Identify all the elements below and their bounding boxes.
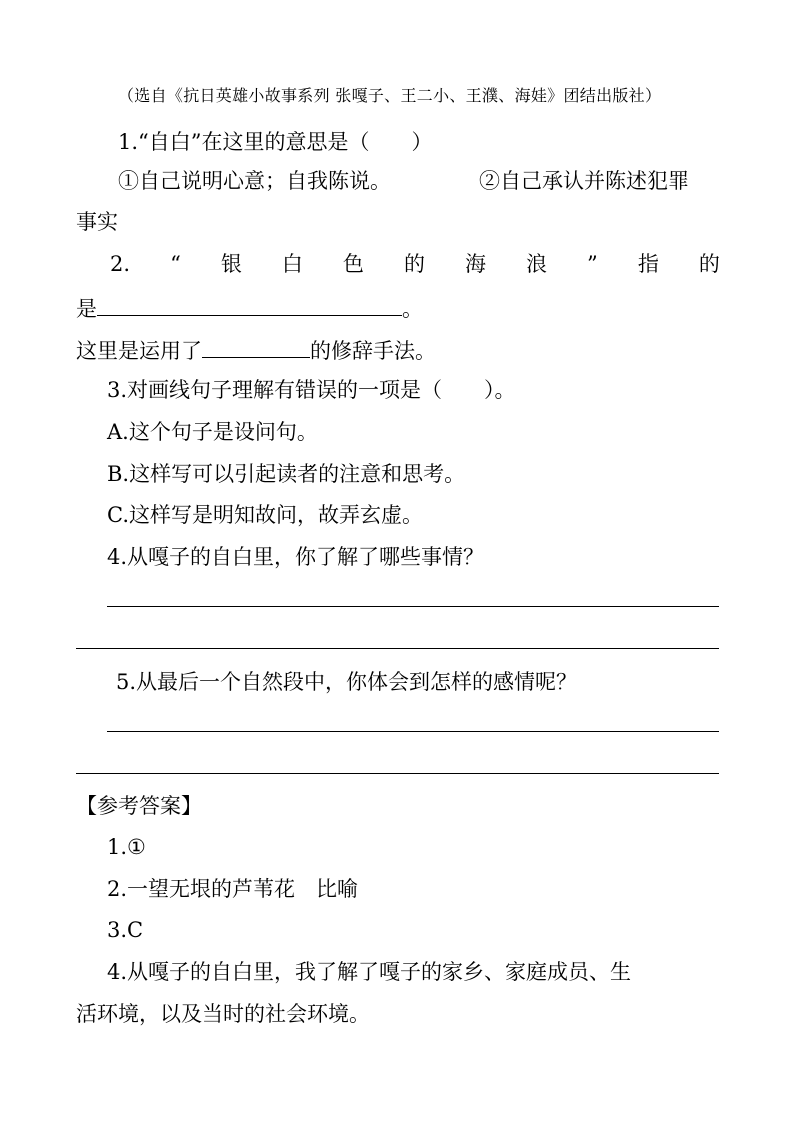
q2-char: ” [587, 252, 598, 276]
q2-char: 色 [342, 252, 364, 276]
answer-2: 2.一望无垠的芦苇花 比喻 [107, 877, 359, 901]
q2-char: 白 [281, 252, 303, 276]
question-3-option-c: C.这样写是明知故问，故弄玄虚。 [107, 503, 423, 527]
answer-4-line-1: 4.从嘎子的自白里，我了解了嘎子的家乡、家庭成员、生 [107, 960, 632, 984]
answer-blank[interactable] [97, 295, 402, 316]
question-3-option-b: B.这样写可以引起读者的注意和思考。 [107, 462, 466, 486]
q2-char: 海 [464, 252, 486, 276]
source-citation: （选自《抗日英雄小故事系列 张嘎子、王二小、王濮、海娃》团结出版社） [118, 86, 662, 105]
answer-line[interactable] [107, 731, 719, 732]
q2-char: 2. [110, 252, 131, 276]
answers-heading: 【参考答案】 [76, 794, 202, 818]
answer-blank[interactable] [202, 337, 310, 358]
answer-4-line-2: 活环境，以及当时的社会环境。 [76, 1002, 370, 1026]
question-2-line-3: 这里是运用了 的修辞手法。 [76, 339, 436, 363]
question-1-option-2: ②自己承认并陈述犯罪 [479, 169, 689, 193]
q2-char: “ [170, 252, 181, 276]
answer-3: 3.C [107, 918, 144, 942]
question-3: 3.对画线句子理解有错误的一项是（ ）。 [107, 378, 516, 402]
question-1-option-2-continued: 事实 [76, 210, 118, 234]
q2-char: 指 [637, 252, 659, 276]
question-3-option-a: A.这个句子是设问句。 [107, 420, 318, 444]
answer-line[interactable] [76, 773, 719, 774]
answer-line[interactable] [107, 606, 719, 607]
question-2-spread-line [110, 251, 720, 277]
q2-char: 浪 [526, 252, 548, 276]
q2-char: 的 [698, 252, 720, 276]
question-2-line-2: 是 。 [76, 297, 423, 321]
question-1-option-1: ①自己说明心意；自我陈说。 [118, 169, 391, 193]
answer-line[interactable] [76, 648, 719, 649]
question-4: 4.从嘎子的自白里，你了解了哪些事情？ [107, 545, 485, 569]
answer-1: 1.① [107, 835, 146, 859]
question-5: 5.从最后一个自然段中，你体会到怎样的感情呢？ [116, 670, 578, 694]
question-1: 1.“自白”在这里的意思是（ ） [118, 130, 433, 154]
q2-char: 银 [220, 252, 242, 276]
q2-char: 的 [403, 252, 425, 276]
